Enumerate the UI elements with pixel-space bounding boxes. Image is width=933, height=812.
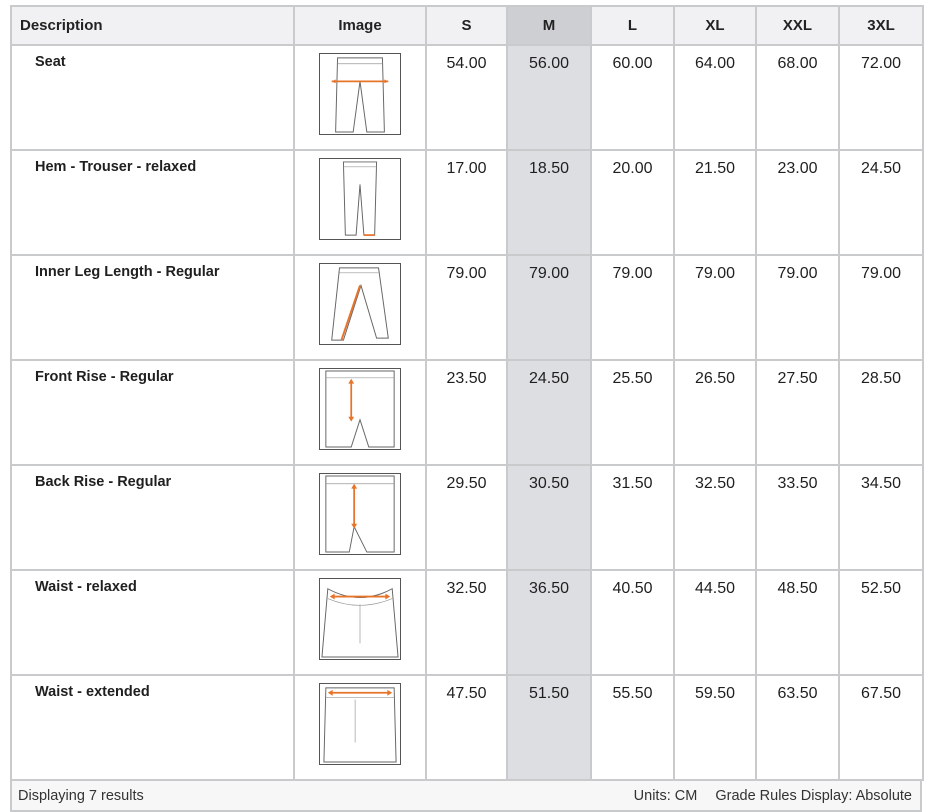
- column-header-size-m[interactable]: M: [507, 6, 591, 45]
- row-description: Waist - extended: [11, 675, 294, 780]
- measurement-table: [10, 5, 924, 781]
- row-description: Front Rise - Regular: [11, 360, 294, 465]
- units-label: Units: CM: [633, 787, 698, 804]
- size-value: 33.50: [756, 465, 839, 570]
- size-value: 79.00: [507, 255, 591, 360]
- table-row[interactable]: [11, 255, 923, 360]
- inner-leg-measurement-icon: [319, 263, 401, 345]
- row-image: [294, 150, 426, 255]
- row-image: [294, 465, 426, 570]
- size-value: 23.00: [756, 150, 839, 255]
- waist-relaxed-measurement-icon: [319, 578, 401, 660]
- size-value: 17.00: [426, 150, 507, 255]
- hem-measurement-icon: [319, 158, 401, 240]
- size-value: 54.00: [426, 45, 507, 150]
- size-value: 44.50: [674, 570, 756, 675]
- size-value: 32.50: [426, 570, 507, 675]
- footer-info: [620, 788, 912, 804]
- column-header-description[interactable]: Description: [11, 6, 294, 45]
- size-value: 79.00: [839, 255, 923, 360]
- row-description: Back Rise - Regular: [11, 465, 294, 570]
- front-rise-measurement-icon: [319, 368, 401, 450]
- header-row: [11, 6, 923, 45]
- size-value: 72.00: [839, 45, 923, 150]
- size-value: 36.50: [507, 570, 591, 675]
- size-value: 60.00: [591, 45, 674, 150]
- results-count: Displaying 7 results: [18, 787, 144, 804]
- size-value: 24.50: [839, 150, 923, 255]
- row-description: Waist - relaxed: [11, 570, 294, 675]
- size-value: 59.50: [674, 675, 756, 780]
- size-value: 79.00: [426, 255, 507, 360]
- table-row[interactable]: [11, 675, 923, 780]
- size-value: 25.50: [591, 360, 674, 465]
- size-value: 52.50: [839, 570, 923, 675]
- table-row[interactable]: [11, 360, 923, 465]
- size-value: 79.00: [674, 255, 756, 360]
- size-value: 40.50: [591, 570, 674, 675]
- size-value: 24.50: [507, 360, 591, 465]
- size-value: 29.50: [426, 465, 507, 570]
- size-value: 48.50: [756, 570, 839, 675]
- row-image: [294, 255, 426, 360]
- size-value: 21.50: [674, 150, 756, 255]
- size-value: 30.50: [507, 465, 591, 570]
- table-footer: [10, 781, 922, 812]
- size-value: 34.50: [839, 465, 923, 570]
- size-value: 56.00: [507, 45, 591, 150]
- row-description: Hem - Trouser - relaxed: [11, 150, 294, 255]
- column-header-size-xxl[interactable]: XXL: [756, 6, 839, 45]
- row-image: [294, 570, 426, 675]
- size-value: 67.50: [839, 675, 923, 780]
- row-image: [294, 675, 426, 780]
- size-value: 51.50: [507, 675, 591, 780]
- table-row[interactable]: [11, 150, 923, 255]
- size-value: 63.50: [756, 675, 839, 780]
- back-rise-measurement-icon: [319, 473, 401, 555]
- row-image: [294, 360, 426, 465]
- waist-extended-measurement-icon: [319, 683, 401, 765]
- row-image: [294, 45, 426, 150]
- column-header-size-xl[interactable]: XL: [674, 6, 756, 45]
- size-chart: [10, 5, 922, 812]
- size-value: 18.50: [507, 150, 591, 255]
- size-value: 32.50: [674, 465, 756, 570]
- size-value: 20.00: [591, 150, 674, 255]
- row-description: Inner Leg Length - Regular: [11, 255, 294, 360]
- size-value: 79.00: [756, 255, 839, 360]
- table-row[interactable]: [11, 465, 923, 570]
- row-description: Seat: [11, 45, 294, 150]
- size-value: 55.50: [591, 675, 674, 780]
- size-value: 23.50: [426, 360, 507, 465]
- column-header-size-3xl[interactable]: 3XL: [839, 6, 923, 45]
- table-row[interactable]: [11, 45, 923, 150]
- column-header-image: Image: [294, 6, 426, 45]
- size-value: 27.50: [756, 360, 839, 465]
- size-value: 64.00: [674, 45, 756, 150]
- size-value: 68.00: [756, 45, 839, 150]
- column-header-size-l[interactable]: L: [591, 6, 674, 45]
- size-value: 26.50: [674, 360, 756, 465]
- size-value: 28.50: [839, 360, 923, 465]
- size-value: 79.00: [591, 255, 674, 360]
- seat-measurement-icon: [319, 53, 401, 135]
- size-value: 47.50: [426, 675, 507, 780]
- grade-rules-label: Grade Rules Display: Absolute: [715, 787, 912, 804]
- table-row[interactable]: [11, 570, 923, 675]
- column-header-size-s[interactable]: S: [426, 6, 507, 45]
- size-value: 31.50: [591, 465, 674, 570]
